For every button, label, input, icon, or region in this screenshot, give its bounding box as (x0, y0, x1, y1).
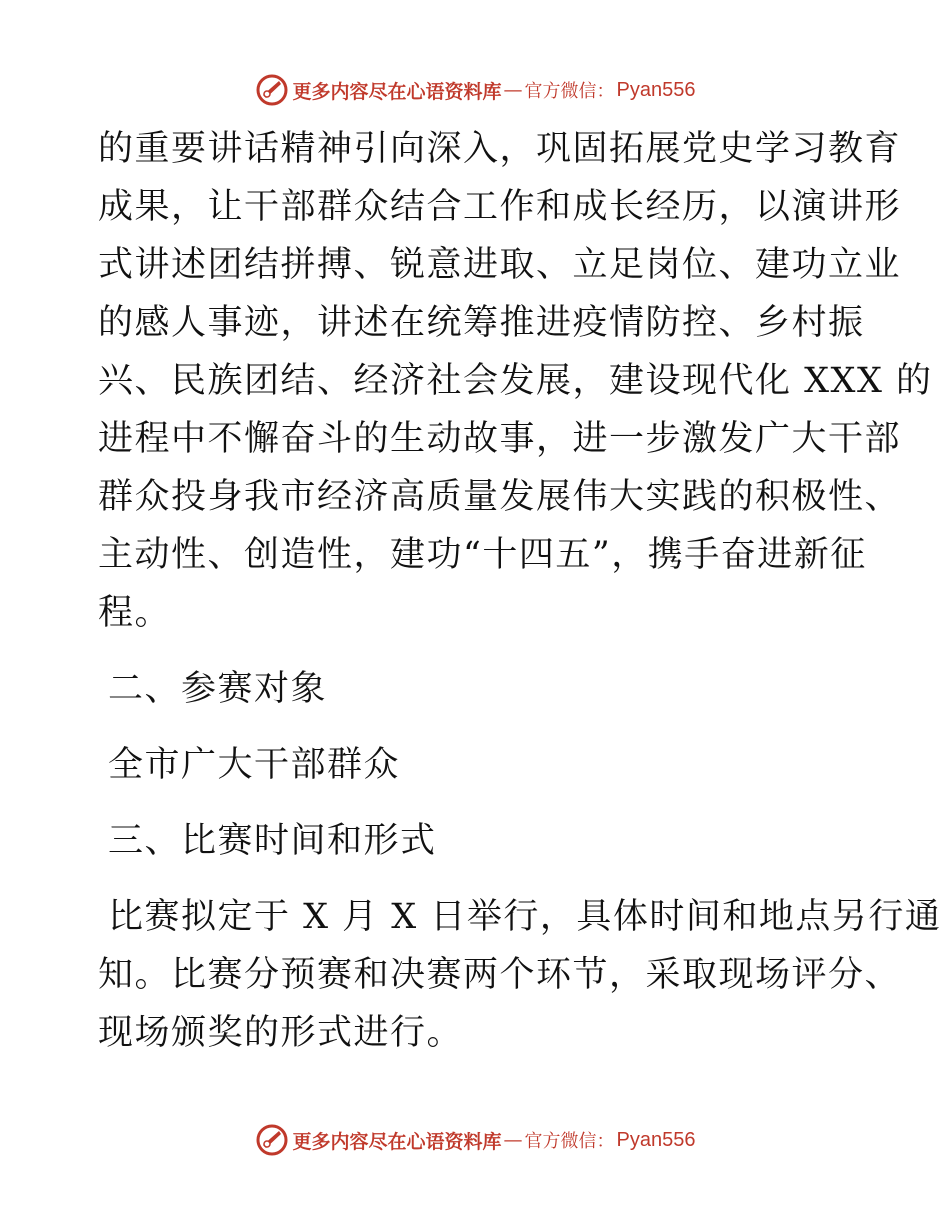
body-line: 的重要讲话精神引向深入，巩固拓展党史学习教育 (98, 129, 902, 169)
body-line: 程。 (98, 593, 172, 633)
promo-text: 更多内容尽在心语资料库 (292, 1130, 502, 1153)
body-line: 式讲述团结拼搏、锐意进取、立足岗位、建功立业 (98, 245, 902, 285)
header-banner (0, 70, 950, 110)
document-body (98, 120, 942, 1062)
wechat-id: Pyan556 (616, 78, 696, 101)
time-format-line: 比赛拟定于 X 月 X 日举行，具体时间和地点另行通 (108, 897, 942, 937)
body-line: 群众投身我市经济高质量发展伟大实践的积极性、 (98, 477, 902, 517)
section-heading-time-format: 三、比赛时间和形式 (108, 821, 437, 861)
logo-icon (255, 1123, 289, 1157)
banner-dash: — (503, 79, 523, 101)
wechat-id: Pyan556 (616, 1128, 696, 1151)
footer-banner (0, 1120, 950, 1160)
body-line: 进程中不懈奋斗的生动故事，进一步激发广大干部 (98, 419, 902, 459)
body-line: 主动性、创造性，建功“十四五”，携手奋进新征 (98, 535, 867, 575)
body-line: 兴、民族团结、经济社会发展，建设现代化 XXX 的 (98, 361, 933, 401)
wechat-label: 官方微信： (524, 1131, 615, 1152)
promo-text: 更多内容尽在心语资料库 (292, 80, 502, 103)
time-format-line: 知。比赛分预赛和决赛两个环节，采取现场评分、 (98, 955, 902, 995)
body-line: 的感人事迹，讲述在统筹推进疫情防控、乡村振 (98, 303, 865, 343)
participants-text: 全市广大干部群众 (108, 745, 401, 785)
logo-icon (255, 73, 289, 107)
time-format-line: 现场颁奖的形式进行。 (98, 1013, 464, 1053)
section-heading-participants: 二、参赛对象 (108, 669, 328, 709)
wechat-label: 官方微信： (524, 81, 615, 102)
banner-dash: — (503, 1129, 523, 1151)
body-line: 成果，让干部群众结合工作和成长经历，以演讲形 (98, 187, 902, 227)
